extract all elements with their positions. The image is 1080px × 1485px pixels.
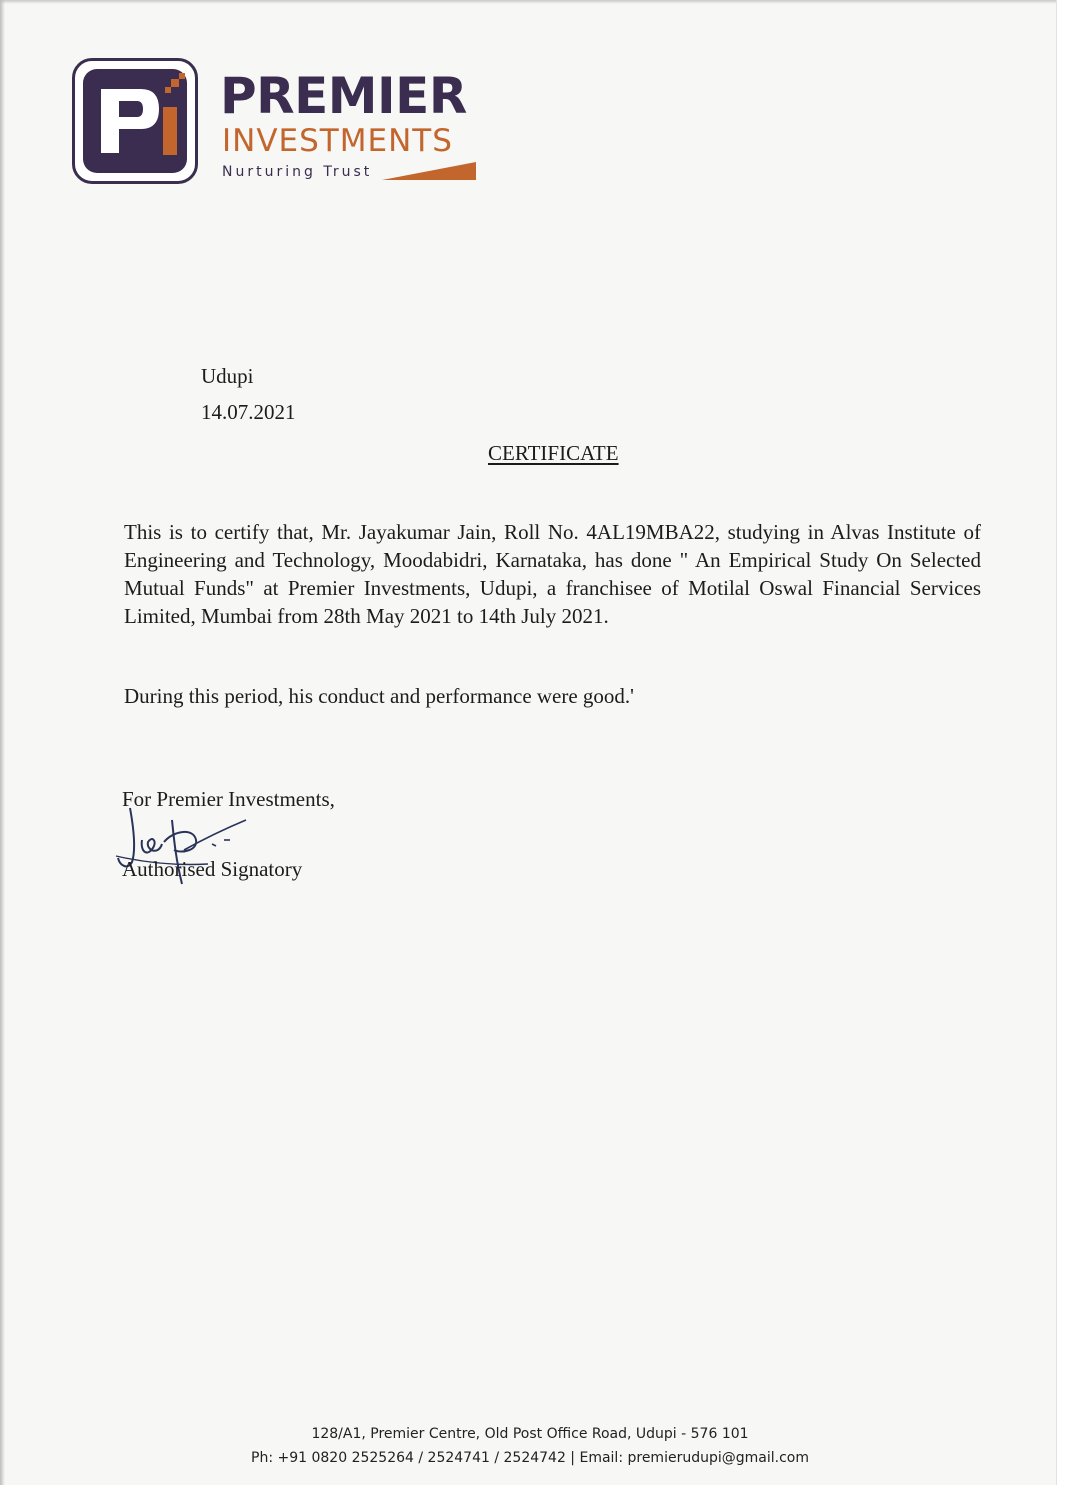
swoosh-icon xyxy=(382,160,476,182)
footer-address: 128/A1, Premier Centre, Old Post Office Road, Udupi - 576 101 xyxy=(311,1426,749,1442)
certificate-heading: CERTIFICATE xyxy=(488,441,619,465)
brand-subtitle: INVESTMENTS xyxy=(222,123,453,159)
pi-logo-icon xyxy=(72,58,198,184)
closing-line: For Premier Investments, xyxy=(122,787,335,811)
authorised-signatory-label: Authorised Signatory xyxy=(122,857,303,881)
certificate-body-paragraph: This is to certify that, Mr. Jayakumar Jain, Roll No. 4AL19MBA22, studying in Alvas Institute of Engineering and Technology, Moodabidri, Karnataka, has done " An Empirical Study On Selected Mutual Funds" at Premier Investments, Udupi, a franchisee of Motilal Oswal Financial Services Limited, Mumbai from 28th May 2021 to 14th July 2021. xyxy=(124,520,981,628)
footer-contact: Ph: +91 0820 2525264 / 2524741 / 2524742 | Email: premierudupi@gmail.com xyxy=(251,1450,809,1466)
conduct-paragraph: During this period, his conduct and performance were good.' xyxy=(124,684,634,708)
letter-place: Udupi xyxy=(201,364,254,388)
brand-name: PREMIER xyxy=(220,67,467,125)
company-logo xyxy=(72,58,492,188)
pi-monogram-icon xyxy=(75,61,195,181)
brand-tagline: Nurturing Trust xyxy=(222,164,373,180)
letter-date: 14.07.2021 xyxy=(201,400,296,424)
